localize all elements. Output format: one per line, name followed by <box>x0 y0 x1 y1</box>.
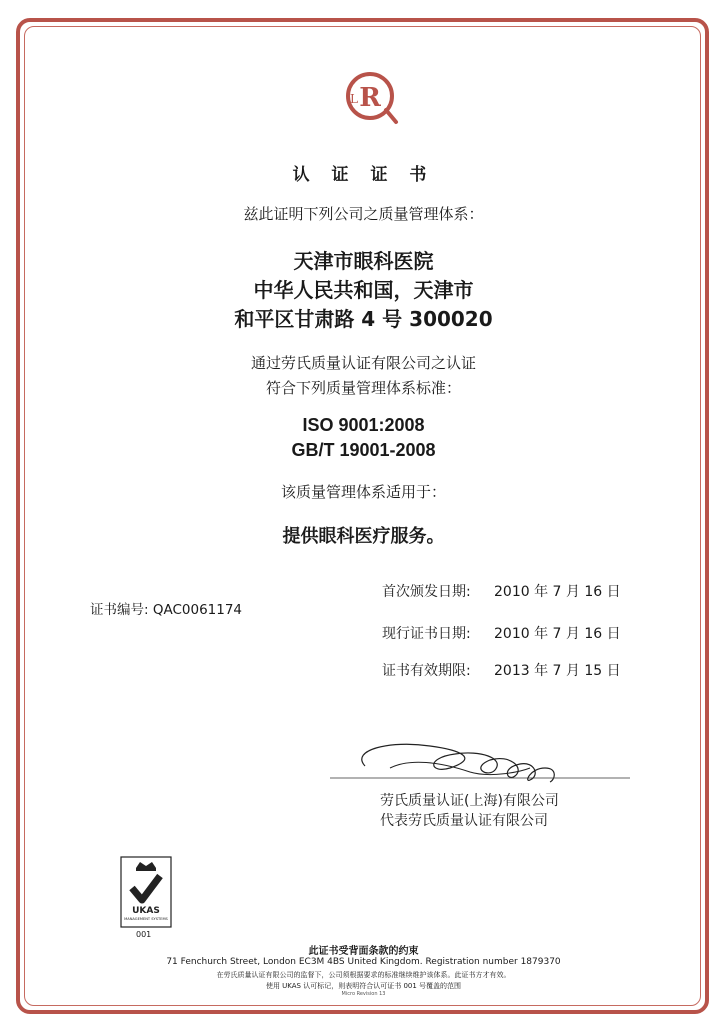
first-issue-date-value: 2010 年 7 月 16 日 <box>494 584 621 600</box>
ukas-text: UKAS <box>132 906 160 916</box>
company-address-line1: 中华人民共和国，天津市 <box>253 278 474 302</box>
expiry-date-value: 2013 年 7 月 15 日 <box>494 663 621 679</box>
first-issue-date-label: 首次颁发日期: <box>382 584 471 600</box>
standard-iso: ISO 9001:2008 <box>302 415 425 435</box>
ukas-mark-icon <box>120 856 172 928</box>
company-name: 天津市眼科医院 <box>293 249 434 273</box>
certificate-number: 证书编号: QAC0061174 <box>90 602 243 618</box>
current-date-label: 现行证书日期: <box>382 626 471 642</box>
expiry-date-label: 证书有效期限: <box>382 663 471 679</box>
footer-validity: 在劳氏质量认证有限公司的监督下，公司须根据要求的标准继续维护该体系。此证书方才有效。 <box>216 971 511 979</box>
footer-terms: 此证书受背面条款的约束 <box>308 946 419 957</box>
scope-label: 该质量管理体系适用于： <box>280 483 446 501</box>
svg-text:L: L <box>350 92 358 106</box>
footer-ukas-note: 使用 UKAS 认可标记，则表明符合认可证书 001 号覆盖的范围 <box>265 982 462 990</box>
issuer-behalf: 代表劳氏质量认证有限公司 <box>380 813 548 829</box>
conforms-to-text: 符合下列质量管理体系标准： <box>265 379 461 397</box>
ukas-number: 001 <box>136 930 152 939</box>
intro-text: 兹此证明下列公司之质量管理体系： <box>243 205 484 223</box>
svg-text:R: R <box>359 83 381 113</box>
scope-text: 提供眼科医疗服务。 <box>282 526 445 547</box>
lrq-logo-icon <box>340 66 400 126</box>
signature-icon <box>330 728 630 790</box>
standard-gbt: GB/T 19001-2008 <box>291 440 436 460</box>
footer-revision: Micro Revision 13 <box>341 991 386 997</box>
certified-by-text: 通过劳氏质量认证有限公司之认证 <box>250 354 476 372</box>
issuer-name: 劳氏质量认证(上海)有限公司 <box>380 793 559 809</box>
current-date-value: 2010 年 7 月 16 日 <box>494 626 621 642</box>
company-address-line2: 和平区甘肃路 4 号 300020 <box>234 307 493 331</box>
footer-address: 71 Fenchurch Street, London EC3M 4BS United Kingdom. Registration number 1879370 <box>166 957 561 967</box>
certificate-title: 认 证 证 书 <box>292 165 435 185</box>
ukas-sub-text: MANAGEMENT SYSTEMS <box>124 917 168 921</box>
